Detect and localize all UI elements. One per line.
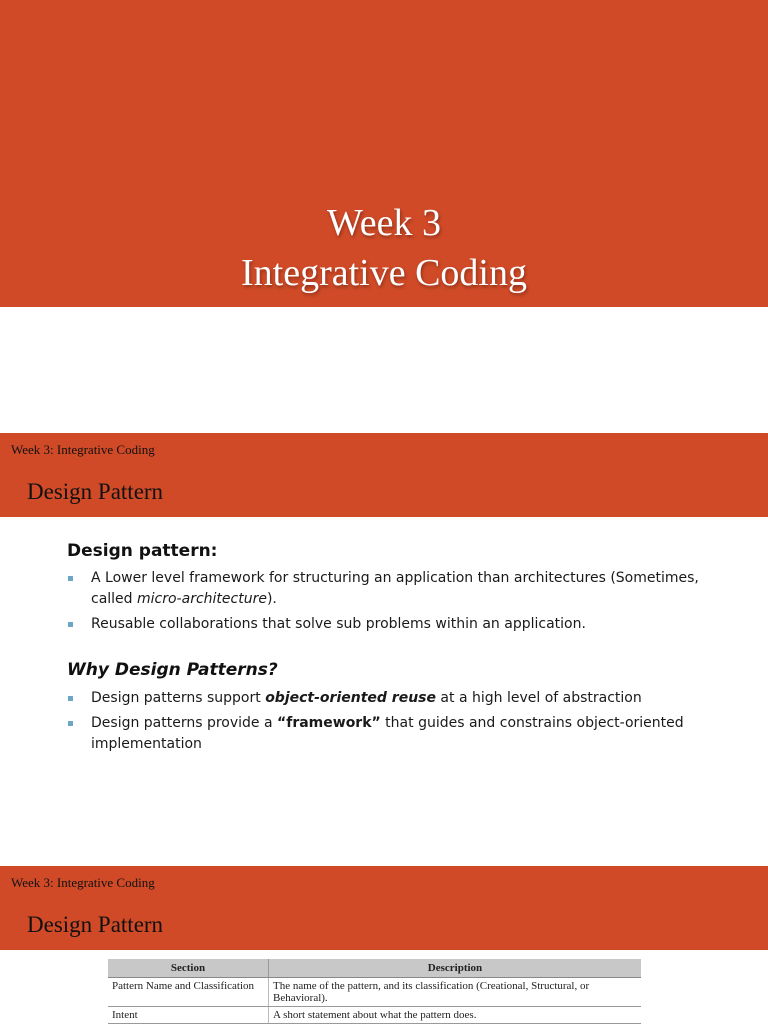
slide-3-header [0,866,768,950]
slide-2-title: Design Pattern [27,479,164,504]
title-line-topic: Integrative Coding [241,252,527,294]
bullet-text: Design patterns support [91,690,266,706]
bullet-text: A Lower level framework for structuring an application than architectures (Sometimes, called [91,570,699,607]
slide-2-header-tag: Week 3: Integrative Coding [11,442,155,457]
bullet-emphasis: “framework” [277,715,381,731]
table-header-section: Section [108,959,269,978]
table-cell-section: Intent [108,1007,269,1024]
bullet-item [67,713,717,755]
bullet-square-icon [68,576,73,581]
slide-3-header-tag: Week 3: Integrative Coding [11,875,155,890]
design-pattern-heading: Design pattern: [67,541,218,561]
bullet-square-icon [68,721,73,726]
slide-3-body [0,950,768,1024]
bullet-text: at a high level of abstraction [435,690,642,706]
table-cell-description: The name of the pattern, and its classification (Creational, Structural, or Behavioral). [269,978,642,1007]
bullet-text: that guides and constrains object-oriented implementation [91,715,684,752]
table-cell-section: Pattern Name and Classification [108,978,269,1007]
pattern-sections-table [108,959,641,1024]
slide-title [0,198,768,298]
bullet-text: Design patterns provide a [91,715,278,731]
slide-2-header [0,433,768,517]
table-row [108,1007,641,1024]
title-slide [0,0,768,307]
bullet-square-icon [68,696,73,701]
bullet-emphasis: object-oriented reuse [265,690,436,706]
bullet-item [67,688,717,709]
slide-2-body [0,517,768,817]
bullet-text: Reusable collaborations that solve sub problems within an application. [91,616,586,632]
bullet-emphasis: micro-architecture [137,591,267,607]
bullet-item [67,568,717,610]
bullet-item [67,614,717,635]
why-design-patterns-heading: Why Design Patterns? [67,660,278,680]
title-line-week: Week 3 [326,202,442,244]
design-pattern-bullets [67,568,717,639]
table-header-row [108,959,641,978]
slide-3-title: Design Pattern [27,912,164,937]
table-header-description: Description [269,959,642,978]
bullet-text: ). [266,591,277,607]
table-cell-description: A short statement about what the pattern does. [269,1007,642,1024]
why-design-patterns-bullets [67,688,717,759]
table-row [108,978,641,1007]
bullet-square-icon [68,622,73,627]
